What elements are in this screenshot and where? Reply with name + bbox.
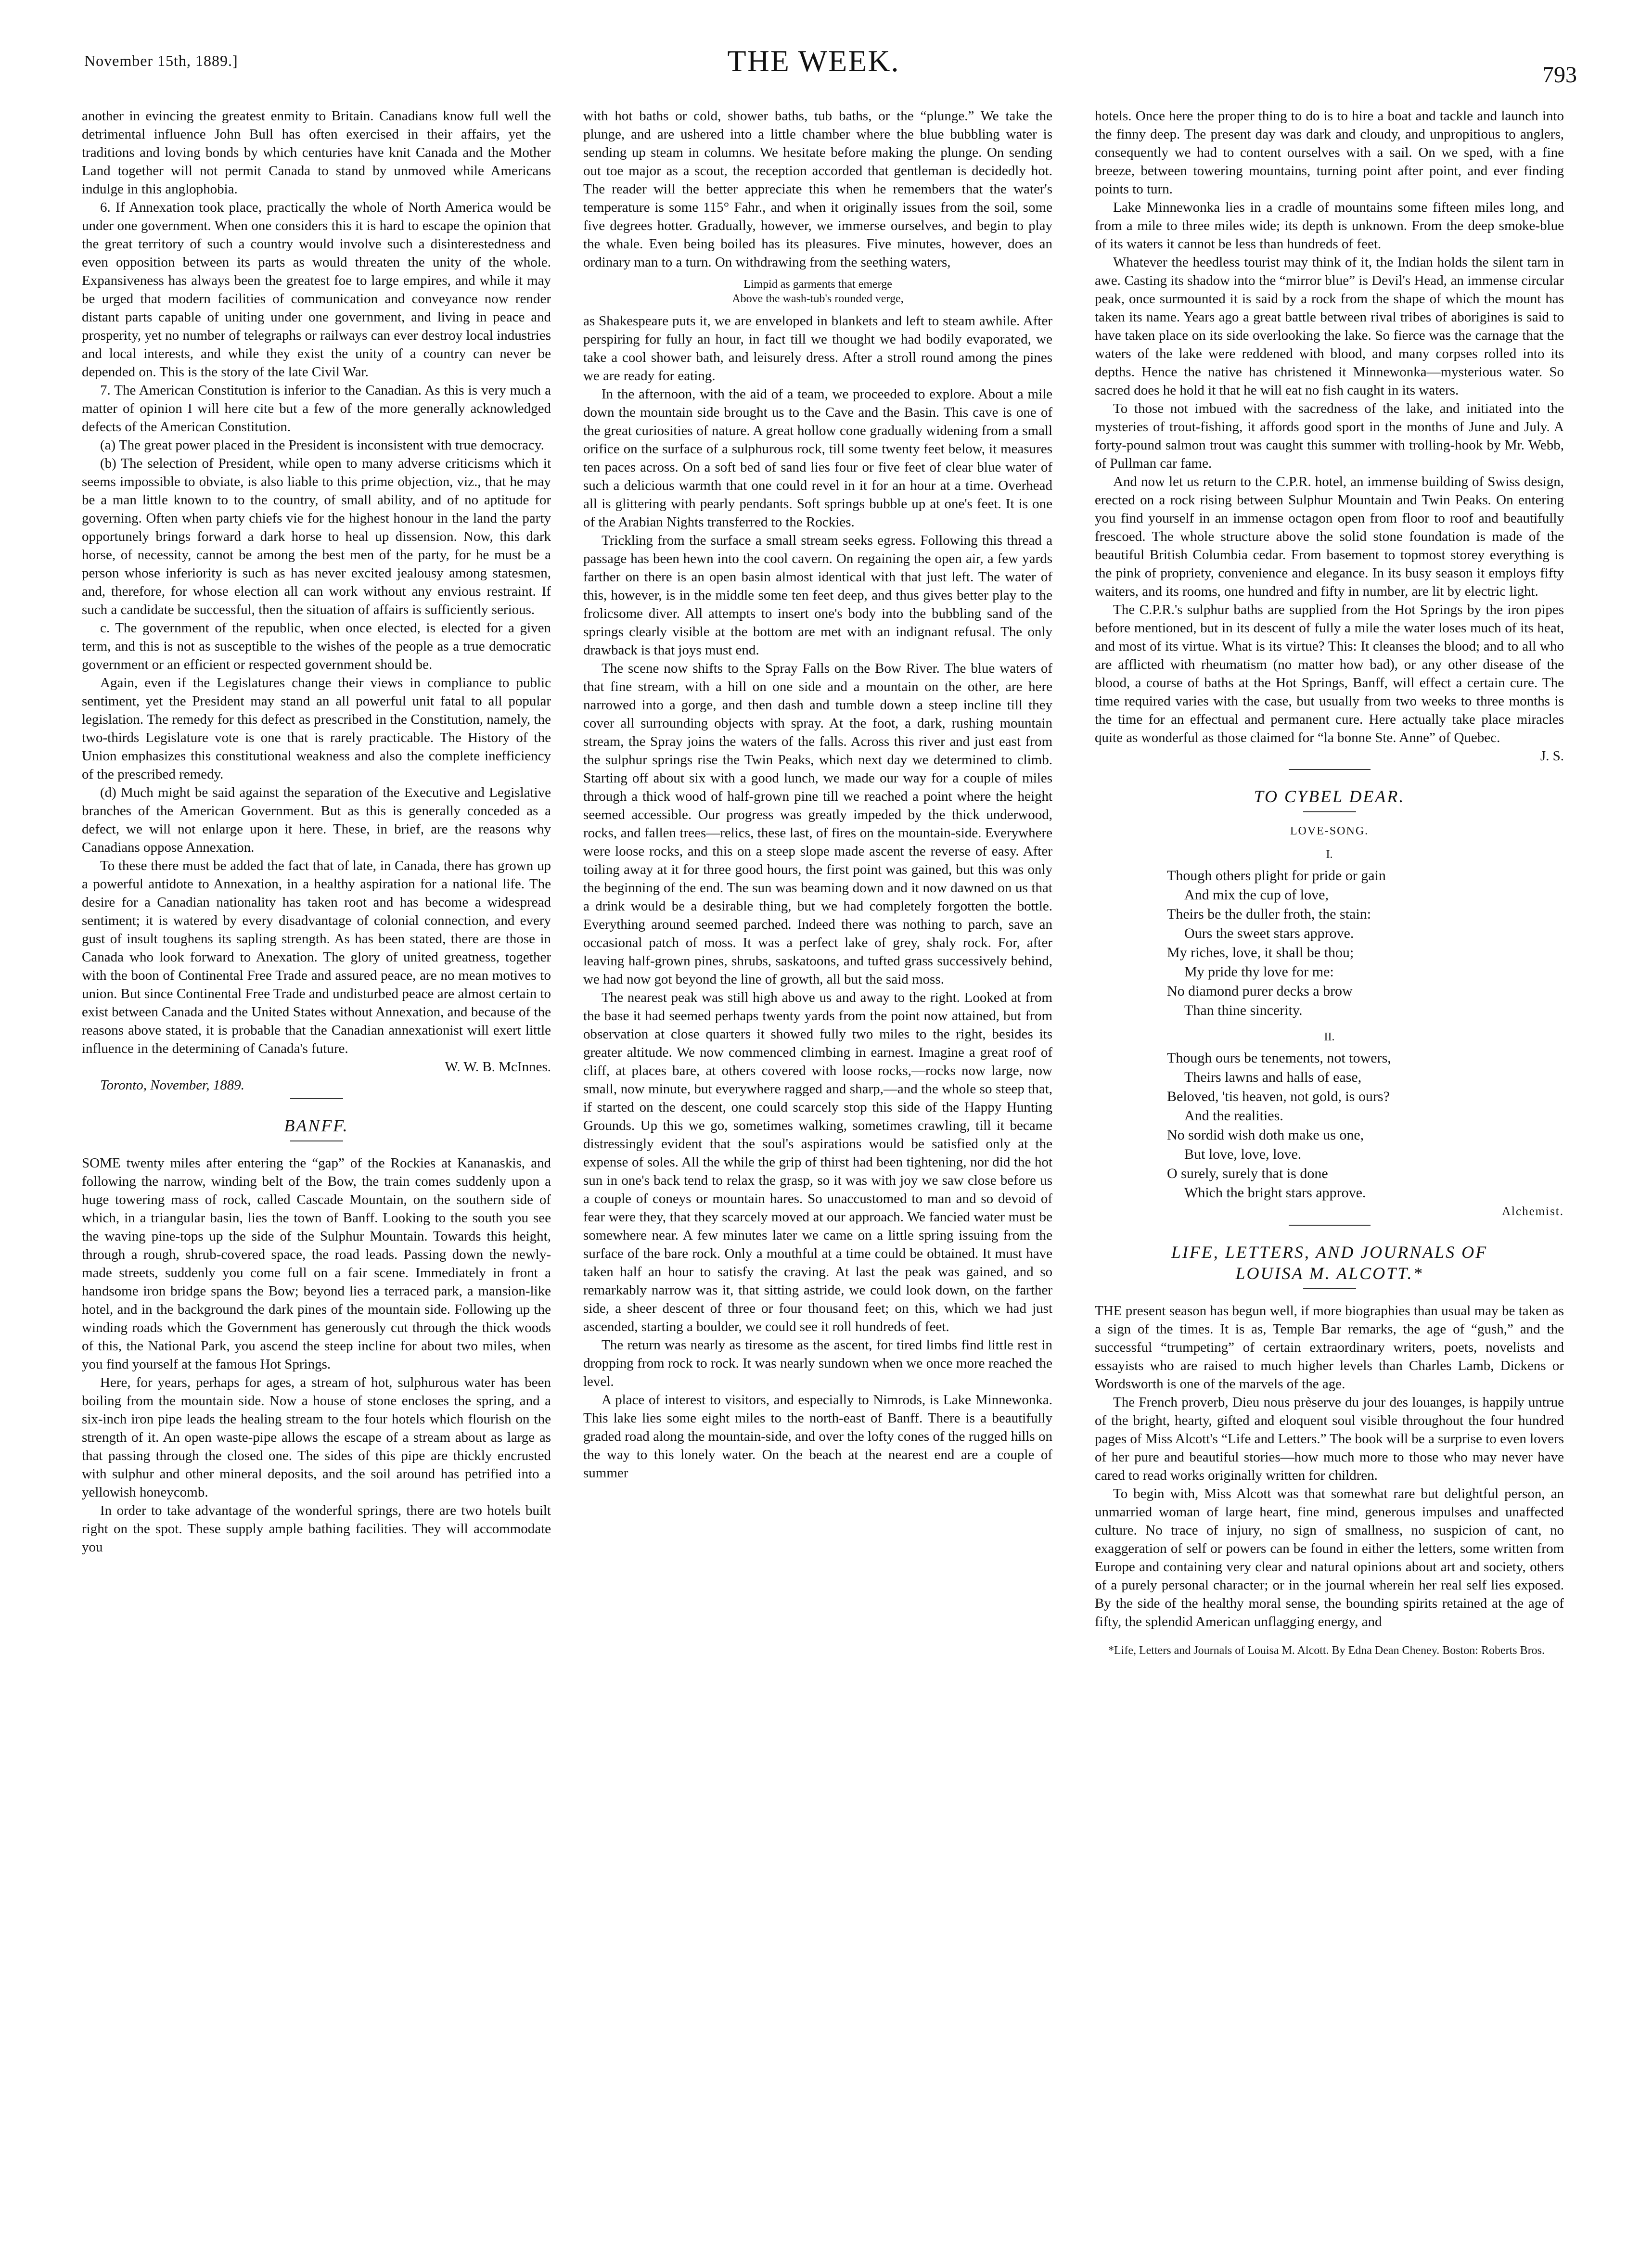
banff-paragraph: Here, for years, perhaps for ages, a stream of hot, sulphurous water has been boiling from the mountain side. Now a house of stone encloses the spring, and a six-inch iron pipe leads the healing stream to the four hotels which flourish on the strength of it. An open waste-pipe allows the escape of a stream about as large as that passing through the closed one. The sides of this pipe are thickly encrusted with sulphur and other mineral deposits, and the soil around has petrified into a yellowish honeycomb. <box>82 1375 551 1500</box>
poem-subtitle: LOVE-SONG. <box>1290 825 1369 837</box>
poem-line: And mix the cup of love, <box>1184 887 1329 903</box>
banff-paragraph: To those not imbued with the sacredness of the lake, and initiated into the mysteries of trout-fishing, it affords good sport in the months of June and July. A forty-pound salmon trout was caught this summer with trolling-hook by Mr. Webb, of Pullman car fame. <box>1095 401 1564 471</box>
poem-line: But love, love, love. <box>1184 1146 1302 1162</box>
banff-title: BANFF. <box>284 1116 349 1135</box>
banff-paragraph: In the afternoon, with the aid of a team, we proceeded to explore. About a mile down the mountain side brought us to the Cave and the Basin. This cave is one of the great curiosities of nature. A great hollow cone gradually widening from a small orifice on the surface of a sulphurous rock, till some twenty feet below, it measures ten paces across. On a soft bed of sand lies four or five feet of clear blue water of such a delicious warmth that one could revel in it for an hour at a time. Overhead all is glittering with pearly pendants. Soft springs bubble up at one's feet. It is one of the Arabian Nights transferred to the Rockies. <box>583 386 1052 530</box>
poem-title: TO CYBEL DEAR. <box>1254 787 1405 806</box>
author-signature: W. W. B. McInnes. <box>445 1059 551 1075</box>
poem-line: Theirs be the duller froth, the stain: <box>1167 906 1371 922</box>
column-1 <box>82 107 551 2142</box>
poem-line: My pride thy love for me: <box>1184 964 1334 980</box>
banff-paragraph: hotels. Once here the proper thing to do is to hire a boat and tackle and launch into the finny deep. The present day was dark and cloudy, and unpropitious to anglers, consequently we had to content ourselves with a sail. On we sped, with a fine breeze, between towering mountains, turning point after point, and ever finding points to turn. <box>1095 108 1564 197</box>
banff-paragraph: with hot baths or cold, shower baths, tub baths, or the “plunge.” We take the plunge, and are ushered into a little chamber where the blue bubbling water is sending up steam in columns. We hesitate before making the plunge. On sending out toe major as a scout, the reception accorded that gentleman is decidedly hot. The reader will the better appreciate this when he remembers that the water's temperature is some 115° Fahr., and when it originally issues from the soil, some five degrees hotter. Gradually, however, we immerse ourselves, and begin to play the whale. Even being boiled has its pleasures. Five minutes, however, does an ordinary man to a turn. On withdrawing from the seething waters, <box>583 108 1052 270</box>
issue-date: November 15th, 1889.] <box>84 52 238 69</box>
author-signature: J. S. <box>1540 748 1564 764</box>
footnote: *Life, Letters and Journals of Louisa M. Alcott. By Edna Dean Cheney. Boston: Roberts Bros. <box>1108 1644 1545 1657</box>
banff-paragraph: Trickling from the surface a small stream seeks egress. Following this thread a passage has been hewn into the cool cavern. On regaining the open air, a few yards farther on there is an open basin almost identical with that just left. The water of this, however, is in the middle some ten feet deep, and thus gives better play to the frolicsome diver. All attempts to insert one's body into the bubbling sand of the springs clearly visible at the bottom are met with an indignant refusal. The only drawback is that joys must end. <box>583 533 1052 658</box>
article-paragraph: another in evincing the greatest enmity to Britain. Canadians know full well the detrimental influence John Bull has often exercised in their affairs, yet the traditions and loving bonds by which centuries have knit Canada and the Mother Land together will not permit Canada to stand by unmoved while Americans indulge in this anglophobia. <box>82 108 551 197</box>
banff-paragraph: The nearest peak was still high above us and away to the right. Looked at from the base it had seemed perhaps twenty yards from the point now attained, but from observation at close quarters it showed fully two miles to the right, besides its greater altitude. We now commenced climbing in earnest. Imagine a great roof of cliff, at places bare, at others covered with loose rocks,—rocks now large, now small, now minute, but everywhere ragged and sharp,—and the whole so steep that, if started on the descent, one could scarcely stop this side of the Happy Hunting Grounds. Up this we go, sometimes walking, sometimes crawling, till it became distressingly evident that the soul's aspirations would be satisfied only at the expense of soles. All the while the grip of thirst had been tightening, nor did the hot sun in one's back tend to relax the grasp, so it was with joy we saw close before us a couple of coneys or mountain hares. So unaccustomed to man and so devoid of fear were they, that they scarcely moved at our approach. We fancied water must be somewhere near. A few minutes later we came on a little spring issuing from the surface of the bare rock. Only a mouthful at a time could be obtained. It must have taken half an hour to satisfy the craving. At last the peak was gained, and so remarkably narrow was it, that sitting astride, we could look down, on the farther side, a sheer descent of three or four thousand feet; on this, which we had just ascended, starting a boulder, we could see it roll hundreds of feet. <box>583 990 1052 1334</box>
poem-line: No sordid wish doth make us one, <box>1167 1127 1364 1143</box>
article-paragraph: 7. The American Constitution is inferior to the Canadian. As this is very much a matter of opinion I will here cite but a few of the more generally acknowledged defects of the American Constitution. <box>82 383 551 435</box>
poem-line: No diamond purer decks a brow <box>1167 983 1353 999</box>
page-number: 793 <box>1542 62 1577 88</box>
title-underline <box>1303 811 1356 812</box>
article-paragraph: (d) Much might be said against the separation of the Executive and Legislative branches of the American Government. But as this is generally conceded as a defect, we will not enlarge upon it here. These, in brief, are the reasons why Canadians oppose Annexation. <box>82 785 551 855</box>
banff-paragraph: The C.P.R.'s sulphur baths are supplied from the Hot Springs by the iron pipes before mentioned, but in its descent of fully a mile the water loses much of its heat, and most of its virtue. What is its virtue? This: It cleanses the blood; and to all who are afflicted with rheumatism (no matter how bad), or any other disease of the blood, a course of baths at the Hot Springs, Banff, will effect a certain cure. The time required varies with the case, but usually from two weeks to three months is the time for an effectual and permanent cure. Here actually take place miracles quite as wonderful as those claimed for “la bonne Ste. Anne” of Quebec. <box>1095 602 1564 745</box>
poem-line: Beloved, 'tis heaven, not gold, is ours? <box>1167 1089 1390 1104</box>
banff-paragraph: Whatever the heedless tourist may think of it, the Indian holds the silent tarn in awe. Casting its shadow into the “mirror blue” is Devil's Head, an immense circular peak, once surmounted it is said by a rock from the shape of which the mount has taken its name. Years ago a great battle between rival tribes of aborigines is said to have taken place on its side overlooking the lake. So fierce was the carnage that the waters of the lake were reddened with blood, and many corpses rolled into its depths. Hence the native has christened it Minnewonka—mysterious water. So sacred does he hold it that he will eat no fish caught in its waters. <box>1095 255 1564 398</box>
section-divider <box>290 1098 343 1099</box>
column-3 <box>1095 107 1564 2215</box>
banff-paragraph: as Shakespeare puts it, we are enveloped in blankets and left to steam awhile. After perspiring for fully an hour, in fact till we thought we had bodily evaporated, we take a cool shower bath, and leisurely dress. After a stroll round among the pines we are ready for eating. <box>583 313 1052 384</box>
poem-line: Theirs lawns and halls of ease, <box>1184 1069 1362 1085</box>
article-paragraph: (a) The great power placed in the President is inconsistent with true democracy. <box>100 437 544 453</box>
poem-line: O surely, surely that is done <box>1167 1166 1328 1181</box>
poem-line: My riches, love, it shall be thou; <box>1167 945 1354 961</box>
article-paragraph: To these there must be added the fact that of late, in Canada, there has grown up a powerful antidote to Annexation, in a healthy aspiration for a national life. The desire for a Canadian nationality has taken root and has become a widespread sentiment; it is watered by every disadvantage of colonial connection, and every gust of insult toughens its sapling strength. As has been stated, there are those in Canada who look forward to Anexation. The glory of united greatness, together with the boon of Continental Free Trade and assured peace, are no mean motives to union. But since Continental Free Trade and undisturbed peace are almost certain to exist between Canada and the United States without Annexation, and because of the reasons above stated, it is probable that the Canadian annexationist will exert little influence in the determining of Canada's future. <box>82 858 551 1056</box>
review-title-line2: LOUISA M. ALCOTT.* <box>1235 1264 1423 1283</box>
article-paragraph: Again, even if the Legislatures change their views in compliance to public sentiment, yet the President may stand an all powerful unit fatal to all popular legislation. The remedy for this defect as prescribed in the Constitution, namely, the two-thirds Legislature vote is one that is rarely practicable. The History of the Union emphasizes this constitutional weakness and also the complete inefficiency of the prescribed remedy. <box>82 675 551 782</box>
poem-line: And the realities. <box>1184 1108 1283 1124</box>
banff-paragraph: The return was nearly as tiresome as the ascent, for tired limbs find little rest in dropping from rock to rock. It was nearly sundown when we once more reached the level. <box>583 1337 1052 1389</box>
banff-paragraph: And now let us return to the C.P.R. hotel, an immense building of Swiss design, erected on a rock rising between Sulphur Mountain and Twin Peaks. On entering you find yourself in an immense octagon open from floor to roof and beautifully frescoed. The whole structure above the solid stone foundation is made of the beautiful British Columbia cedar. From basement to topmost storey everything is the pink of propriety, convenience and elegance. In its busy season it employs fifty waiters, and its rooms, one hundred and fifty in number, are lit by electric light. <box>1095 474 1564 599</box>
poem-line: Though others plight for pride or gain <box>1167 868 1386 884</box>
poem-line: Which the bright stars approve. <box>1184 1185 1366 1201</box>
article-paragraph: 6. If Annexation took place, practically the whole of North America would be under one government. When one considers this it is hard to escape the opinion that the great territory of such a country would involve such a disinterestedness and even opposition between its parts as would threaten the unity of the whole. Expansiveness has always been the greatest foe to large empires, and while it may be urged that modern facilities of communication and conveyance now render distant parts capable of uniting under one government, and living in peace and prosperity, yet no number of telegraphs or railways can ever destroy local industries and local interests, and while they exist the unity of a country can never be depended on. This is the story of the late Civil War. <box>82 200 551 380</box>
quote-line: Above the wash-tub's rounded verge, <box>732 293 904 305</box>
article-paragraph: c. The government of the republic, when once elected, is elected for a given term, and this is not as susceptible to the wishes of the people as a true democratic government or an efficient or respected government should be. <box>82 620 551 672</box>
title-underline <box>290 1140 343 1141</box>
banff-paragraph: In order to take advantage of the wonderful springs, there are two hotels built right on the spot. These supply ample bathing facilities. They will accommodate you <box>82 1503 551 1555</box>
dateline: Toronto, November, 1889. <box>100 1077 244 1093</box>
title-underline <box>1303 1288 1356 1289</box>
poem-author: Alchemist. <box>1501 1205 1564 1218</box>
column-2 <box>583 107 1052 2205</box>
verse-quote <box>583 277 1052 306</box>
banff-paragraph: The scene now shifts to the Spray Falls on the Bow River. The blue waters of that fine stream, with a hill on one side and a mountain on the other, are here narrowed into a gorge, and then dash and tumble down a steep incline till they cover all surrounding objects with spray. At the foot, a dark, rushing mountain stream, the Spray joins the waters of the falls. Across this river and just east from the sulphur springs rise the Twin Peaks, which next day we determined to climb. Starting off about six with a good lunch, we made our way for a couple of miles through a thick wood of half-grown pine till we reached a point where the height seemed accessible. Our progress was greatly impeded by the thick underwood, rocks, and fallen trees—relics, these last, of fires on the mountain-side. Everywhere were loose rocks, and this on a steep slope made ascent the reverse of easy. After toiling away at it for three good hours, the first point was gained, but this was only the beginning of the end. The sun was beaming down and it now dawned on us that a drink would be a desirable thing, but we had completely forgotten the bottle. Everything around seemed parched. Indeed there was nothing to parch, save an occasional patch of moss. It was a perfect lake of grey, shaly rock. For, after leaving half-grown pines, shrubs, saskatoons, and tufted grass successively behind, we had now got beyond the line of growth, all but the said moss. <box>583 661 1052 987</box>
quote-line: Limpid as garments that emerge <box>743 278 892 291</box>
stanza-number: I. <box>1326 848 1333 861</box>
review-paragraph: The French proverb, Dieu nous prèserve du jour des louanges, is happily untrue of the bright, hearty, gifted and eloquent soul visible throughout the four hundred pages of Miss Alcott's “Life and Letters.” The book will be a surprise to even lovers of her pure and beautiful stories—how much more to those who may never have cared to read works originally written for children. <box>1095 1395 1564 1483</box>
poem-line: Though ours be tenements, not towers, <box>1167 1050 1391 1066</box>
banff-paragraph: SOME twenty miles after entering the “gap” of the Rockies at Kananaskis, and following the narrow, winding belt of the Bow, the train comes suddenly upon a huge towering mass of rock, called Cascade Mountain, on the southern side of which, in a triangular basin, lies the town of Banff. Looking to the south you see the waving pine-tops up the side of the Sulphur Mountain. Towards this height, through a rough, shrub-covered space, the road leads. Passing down the newly-made streets, suddenly you come full on a fair scene. Immediately in front a handsome iron bridge spans the Bow; beyond lies a terraced park, a mansion-like hotel, and in the background the dark pines of the mountain side. Following up the winding roads which the Government has generously cut through the thick woods of this, the National Park, you ascend the steep incline for about two miles, when you find yourself at the famous Hot Springs. <box>82 1155 551 1372</box>
review-paragraph: THE present season has begun well, if more biographies than usual may be taken as a sign of the times. It is as, Temple Bar remarks, the age of “gush,” and the successful “trumpeting” of certain extraordinary writers, poets, novelists and essayists who are raised to much higher levels than Charles Lamb, Dickens or Wordsworth is one of the marvels of the age. <box>1095 1303 1564 1392</box>
review-title-line1: LIFE, LETTERS, AND JOURNALS OF <box>1171 1243 1488 1262</box>
poem-line: Than thine sincerity. <box>1184 1002 1303 1018</box>
section-divider <box>1289 1225 1371 1226</box>
newspaper-title: THE WEEK. <box>727 44 900 78</box>
banff-paragraph: A place of interest to visitors, and especially to Nimrods, is Lake Minnewonka. This lake lies some eight miles to the north-east of Banff. There is a beautifully graded road along the mountain-side, and over the lofty cones of the rugged hills on the way to this lonely water. On the beach at the nearest end are a couple of summer <box>583 1392 1052 1481</box>
section-divider <box>1289 769 1371 770</box>
poem-line: Ours the sweet stars approve. <box>1184 925 1354 941</box>
banff-paragraph: Lake Minnewonka lies in a cradle of mountains some fifteen miles long, and from a mile to three miles wide; its depth is unknown. From the deep smoke-blue of its waters it cannot be less than hundreds of feet. <box>1095 200 1564 252</box>
review-paragraph: To begin with, Miss Alcott was that somewhat rare but delightful person, an unmarried woman of large heart, fine mind, generous impulses and unaffected culture. No trace of injury, no sign of smallness, no suspicion of cant, no exaggeration of self or powers can be found in either the letters, some written from Europe and containing very clear and natural opinions about art and society, others of a purely personal character; or in the journal wherein her real self lies exposed. By the side of the healthy moral sense, the bounding spirits retained at the age of fifty, the splendid American unflagging energy, and <box>1095 1486 1564 1629</box>
article-paragraph: (b) The selection of President, while open to many adverse criticisms which it seems impossible to obviate, is also liable to this prime objection, viz., that he may be a man little known to to the country, of small ability, and of no aptitude for governing. Often when party chiefs vie for the highest honour in the land the party opportunely brings forward a dark horse to heal up dissension. Now, this dark horse, of necessity, cannot be among the best men of the party, for he must be a person whose inferiority is such as has never excited jealousy among statesmen, and, therefore, for whose election all can work without any envious restraint. If such a candidate be successful, then the situation of affairs is sufficiently serious. <box>82 456 551 617</box>
stanza-number: II. <box>1324 1031 1335 1043</box>
